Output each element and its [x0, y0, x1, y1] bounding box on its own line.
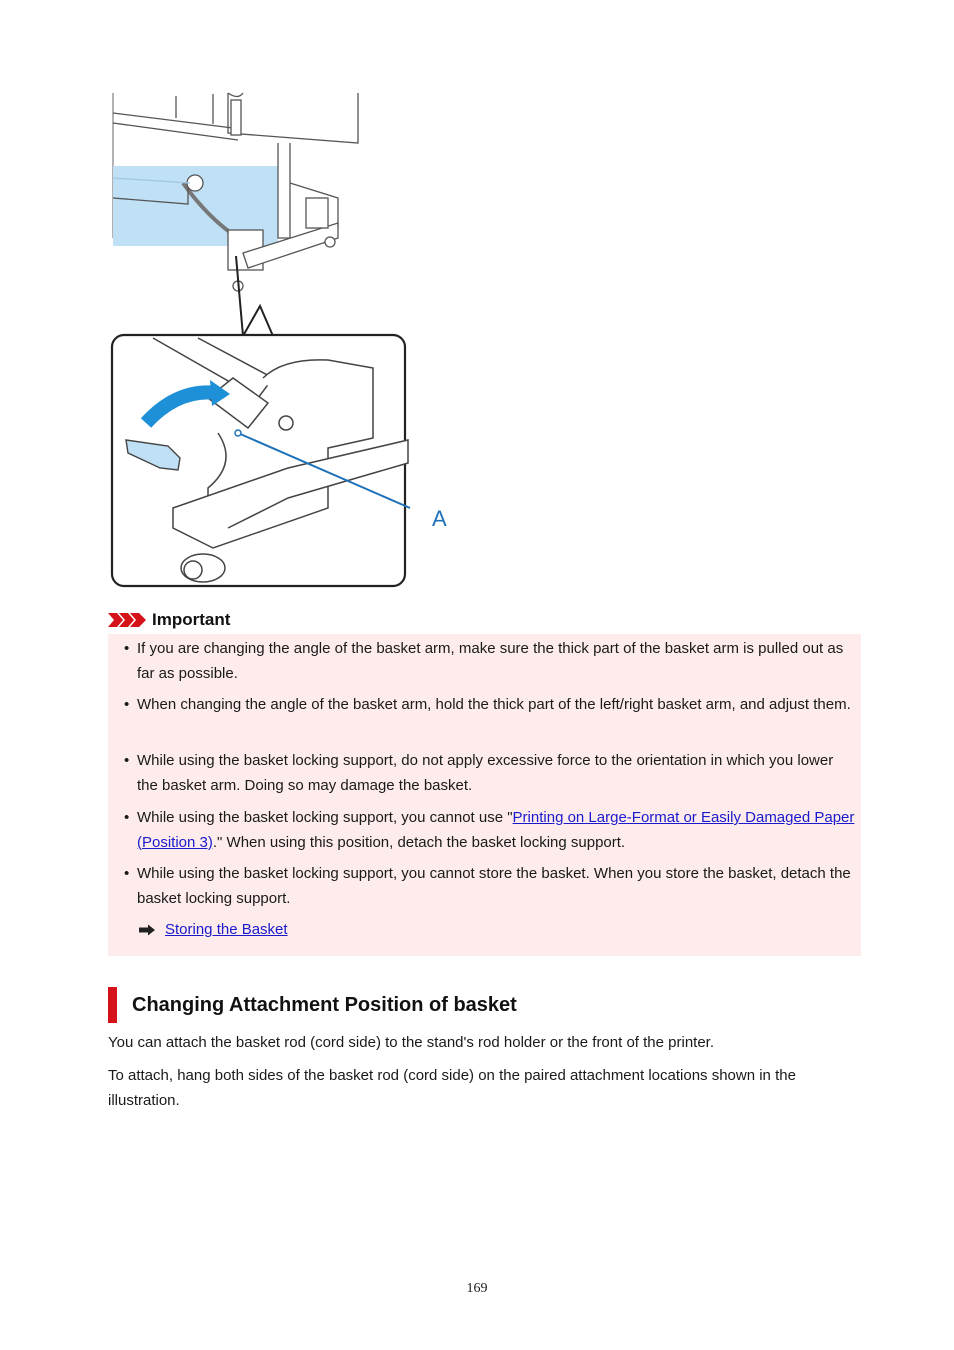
- paragraph: To attach, hang both sides of the basket rod (cord side) on the paired attachment locations shown in the illustration.: [108, 1067, 796, 1109]
- section-heading: [108, 987, 517, 1023]
- list-item-text-before: While using the basket locking support, you cannot use ": [137, 809, 513, 826]
- bullet: •: [124, 752, 130, 769]
- important-chevrons-icon: [108, 611, 148, 629]
- bullet: •: [124, 696, 130, 713]
- section-title: Changing Attachment Position of basket: [132, 993, 517, 1016]
- important-header: [108, 609, 230, 631]
- list-item-text: [137, 806, 857, 855]
- bullet: •: [124, 640, 130, 657]
- see-also: [138, 918, 288, 942]
- list-item-text: While using the basket locking support, do not apply excessive force to the orientation in which you lower the basket arm. Doing so may damage the basket.: [137, 752, 834, 794]
- list-item-text-after: ." When using this position, detach the basket locking support.: [212, 833, 626, 851]
- printing-large-format-link[interactable]: Printing on Large-Format or Easily Damaged Paper (Position 3): [137, 809, 855, 851]
- page-number: 169: [466, 1281, 488, 1296]
- basket-arm-illustration: [108, 88, 453, 590]
- important-title: Important: [152, 610, 231, 629]
- important-box: [108, 634, 861, 956]
- storing-the-basket-link[interactable]: Storing the Basket: [165, 921, 288, 938]
- list-item-text: If you are changing the angle of the basket arm, make sure the thick part of the basket arm is pulled out as far as possible.: [137, 640, 844, 682]
- section-accent-bar: [108, 987, 117, 1023]
- arrow-right-icon: [138, 924, 156, 936]
- list-item-text: While using the basket locking support, you cannot store the basket. When you store the basket, detach the basket locking support.: [137, 865, 851, 907]
- bullet: •: [124, 865, 130, 882]
- list-item-text: When changing the angle of the basket arm, hold the thick part of the left/right basket arm, and adjust them.: [137, 696, 851, 713]
- callout-label-a: A: [432, 506, 447, 531]
- paragraph: You can attach the basket rod (cord side) to the stand's rod holder or the front of the printer.: [108, 1034, 715, 1051]
- bullet: •: [124, 809, 130, 826]
